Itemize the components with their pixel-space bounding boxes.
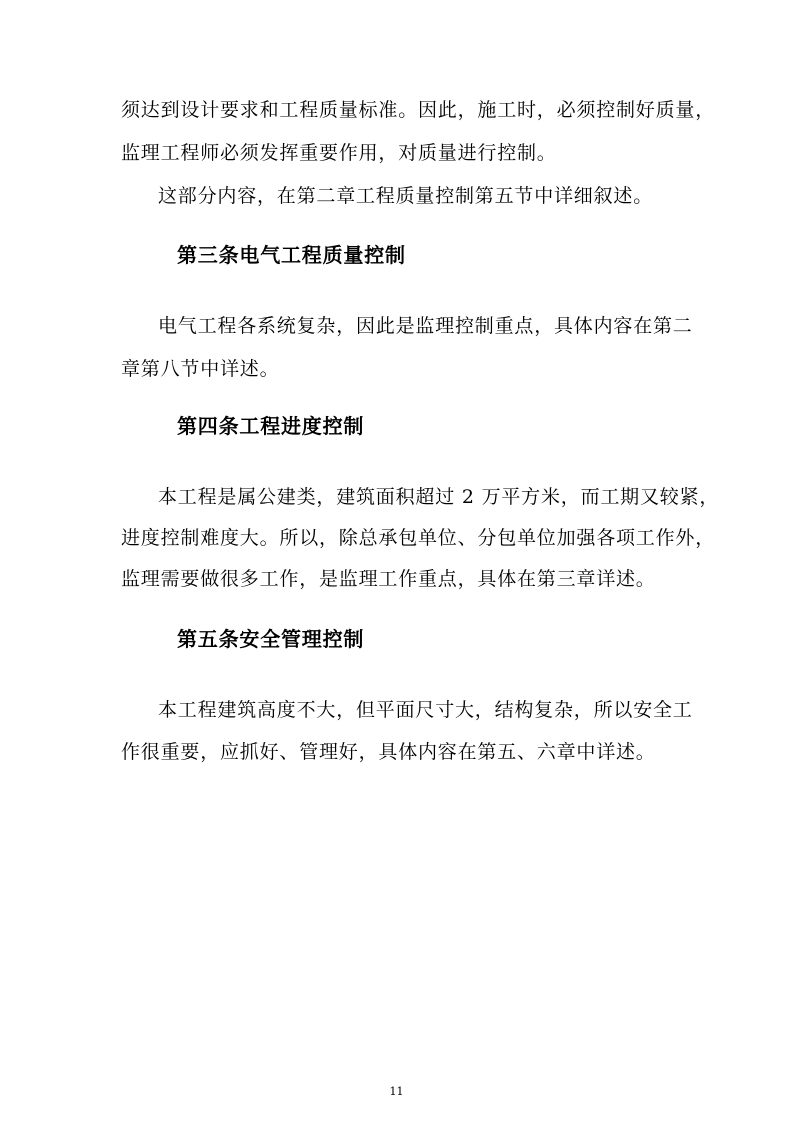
- paragraph-line: 本工程是属公建类，建筑面积超过 2 万平方米，而工期又较紧，: [158, 486, 720, 508]
- section-heading: 第三条电气工程质量控制: [177, 243, 406, 267]
- page-number: 11: [389, 1085, 404, 1098]
- paragraph-line: 本工程建筑高度不大，但平面尺寸大，结构复杂，所以安全工: [158, 699, 693, 721]
- section-heading: 第五条安全管理控制: [177, 627, 365, 651]
- paragraph-line: 作很重要，应抓好、管理好，具体内容在第五、六章中详述。: [121, 741, 656, 763]
- paragraph-line: 须达到设计要求和工程质量标准。因此，施工时，必须控制好质量，: [121, 99, 716, 121]
- section-heading: 第四条工程进度控制: [177, 414, 365, 438]
- paragraph-line: 监理需要做很多工作，是监理工作重点，具体在第三章详述。: [121, 568, 656, 590]
- paragraph-line: 监理工程师必须发挥重要作用，对质量进行控制。: [121, 142, 557, 164]
- paragraph-line: 电气工程各系统复杂，因此是监理控制重点，具体内容在第二: [158, 315, 693, 337]
- paragraph-line: 这部分内容，在第二章工程质量控制第五节中详细叙述。: [158, 185, 654, 207]
- paragraph-line: 章第八节中详述。: [121, 358, 280, 380]
- paragraph-line: 进度控制难度大。所以，除总承包单位、分包单位加强各项工作外，: [121, 527, 716, 549]
